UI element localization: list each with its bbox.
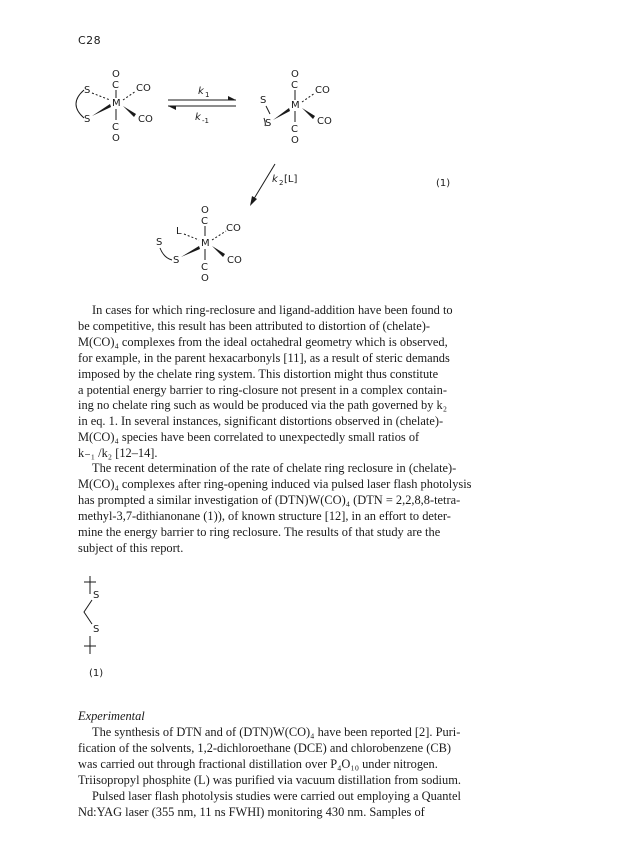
svg-text:C: C	[291, 80, 298, 91]
compound-label: (1)	[89, 668, 104, 679]
text-line: for example, in the parent hexacarbonyls [11], as a result of steric demands	[78, 350, 450, 365]
co-top-c: C	[112, 80, 119, 91]
svg-text:S: S	[173, 255, 180, 266]
text-line: a potential energy barrier to ring-closure not present in a complex contain-	[78, 382, 447, 397]
text-line: Pulsed laser flash photolysis studies were carried out employing a Quantel	[92, 788, 461, 803]
text-line: mine the energy barrier to ring reclosure. The results of that study are the	[78, 524, 441, 539]
ligand-addition-arrow	[250, 164, 297, 206]
text-line: Triisopropyl phosphite (L) was purified via vacuum distillation from sodium.	[78, 772, 461, 787]
text-line: was carried out through fractional distillation over P₄O₁₀ under nitrogen.	[78, 756, 438, 771]
text-line: k₋₁ /k₂ [12–14].	[78, 446, 158, 461]
text-line: ing no chelate ring such as would be produced via the path governed by k₂	[78, 398, 448, 413]
svg-text:CO: CO	[317, 116, 332, 127]
reaction-scheme	[60, 60, 480, 300]
paragraph-distortion	[78, 303, 564, 462]
text-line: M(CO)₄ complexes after ring-opening induced via pulsed laser flash photolysis	[78, 476, 472, 491]
text-line: M(CO)₄ species have been correlated to unexpectedly small ratios of	[78, 430, 420, 445]
rate-km1-sub: -1	[202, 117, 209, 125]
svg-text:C: C	[201, 216, 208, 227]
svg-text:M: M	[291, 100, 300, 111]
svg-text:O: O	[291, 69, 299, 80]
svg-text:O: O	[201, 273, 209, 284]
svg-text:O: O	[291, 135, 299, 146]
rate-k2: k	[272, 174, 278, 185]
rate-k2-ligand: [L]	[284, 174, 298, 185]
equilibrium-arrows	[168, 86, 236, 125]
co-bottom-o: O	[112, 133, 120, 144]
ligand-adduct-complex	[156, 205, 242, 284]
text-line: M(CO)₄ complexes from the ideal octahedral geometry which is observed,	[78, 334, 448, 349]
svg-text:M: M	[201, 238, 210, 249]
ligand-label: L	[176, 226, 182, 237]
text-line: The recent determination of the rate of chelate ring reclosure in (chelate)-	[92, 461, 457, 475]
text-line: subject of this report.	[78, 540, 184, 555]
text-line: methyl-3,7-dithianonane (1)), of known structure [12], in an effort to deter-	[78, 508, 451, 523]
text-line: in eq. 1. In several instances, significant distortions observed in (chelate)-	[78, 414, 444, 429]
co-right-lower: CO	[138, 114, 153, 125]
section-title: Experimental	[78, 709, 145, 723]
svg-text:C: C	[291, 124, 298, 135]
paragraph-experimental	[78, 725, 564, 820]
text-line: Nd:YAG laser (355 nm, 11 ns FWHI) monitoring 430 nm. Samples of	[78, 804, 425, 819]
rate-k1: k	[198, 86, 204, 97]
chelate-complex-left	[76, 69, 153, 144]
rate-km1: k	[195, 112, 201, 123]
svg-text:CO: CO	[227, 255, 242, 266]
sulfur-lower: S	[84, 114, 91, 125]
paragraph-motivation	[78, 461, 564, 556]
equation-number: (1)	[436, 178, 451, 189]
svg-text:C: C	[201, 262, 208, 273]
text-line: imposed by the chelate ring system. This distortion might thus constitute	[78, 366, 439, 381]
svg-text:S: S	[260, 95, 267, 106]
rate-k2-sub: 2	[279, 179, 284, 187]
text-line: be competitive, this result has been attributed to distortion of (chelate)-	[78, 318, 430, 333]
text-line: has prompted a similar investigation of (DTN)W(CO)₄ (DTN = 2,2,8,8-tetra-	[78, 492, 461, 507]
svg-text:S: S	[265, 118, 272, 129]
text-line: fication of the solvents, 1,2-dichloroethane (DCE) and chlorobenzene (CB)	[78, 740, 451, 755]
rate-k1-sub: 1	[205, 91, 210, 99]
svg-text:CO: CO	[226, 223, 241, 234]
svg-text:S: S	[156, 237, 163, 248]
sulfur-upper: S	[84, 85, 91, 96]
svg-text:CO: CO	[315, 85, 330, 96]
ring-opened-complex	[260, 69, 332, 146]
text-line: In cases for which ring-reclosure and ligand-addition have been found to	[92, 303, 453, 317]
co-bottom-c: C	[112, 122, 119, 133]
text-line: The synthesis of DTN and of (DTN)W(CO)₄ have been reported [2]. Puri-	[92, 725, 461, 739]
svg-text:S: S	[93, 624, 100, 635]
co-right-upper: CO	[136, 83, 151, 94]
page-number: C28	[78, 34, 102, 47]
svg-text:S: S	[93, 590, 100, 601]
svg-text:O: O	[201, 205, 209, 216]
dtn-structure	[82, 572, 122, 662]
metal-label: M	[112, 98, 121, 109]
co-top-o: O	[112, 69, 120, 80]
